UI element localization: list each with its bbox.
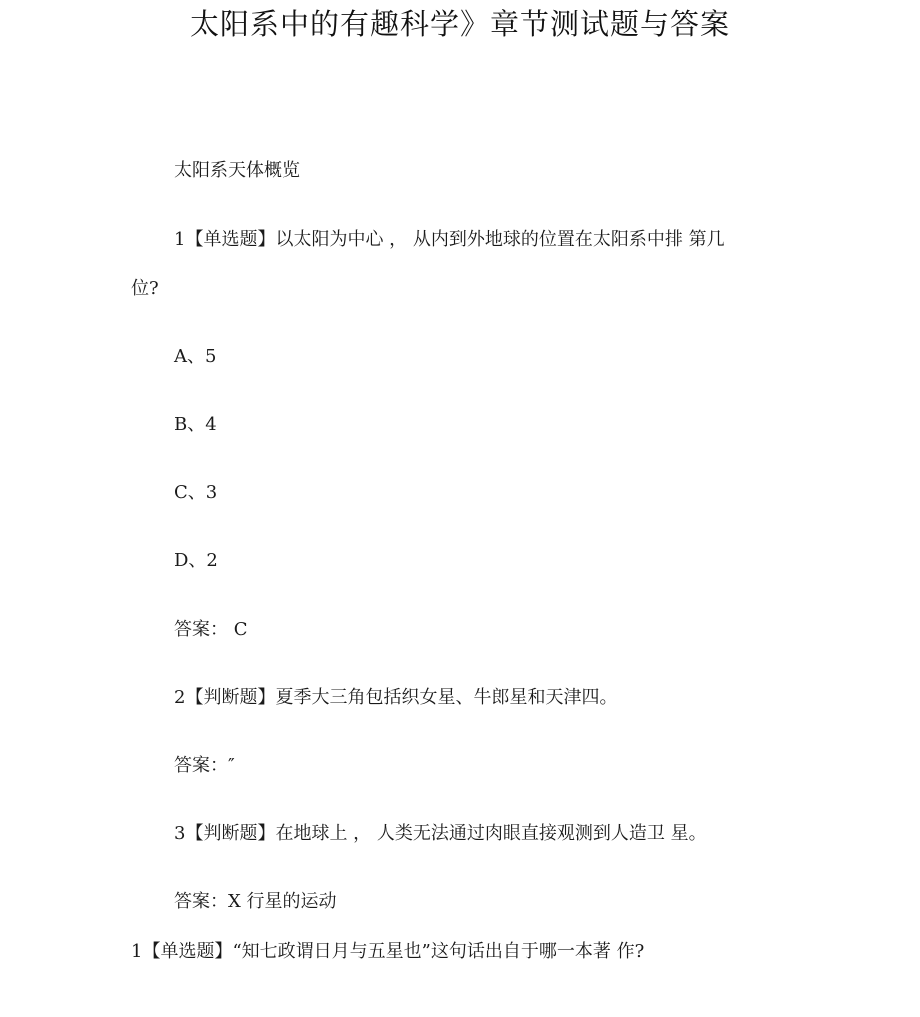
question-4-stem: 1【单选题】“知七政谓日月与五星也”这句话出自于哪一本著 作? [131,941,645,962]
question-1-answer: 答案： C [174,619,248,640]
section-heading: 太阳系天体概览 [174,160,300,181]
document-title: 太阳系中的有趣科学》章节测试题与答案 [189,7,730,41]
question-3-stem: 3【判断题】在地球上 ， 人类无法通过肉眼直接观测到人造卫 星。 [174,823,707,844]
question-1-option-b: B、4 [174,414,217,435]
question-2-stem: 2【判断题】夏季大三角包括织女星、牛郎星和天津四。 [174,687,618,708]
question-2-answer: 答案：″ [174,755,235,776]
question-1-option-c: C、3 [174,482,218,503]
question-1-stem: 1【单选题】以太阳为中心 ， 从内到外地球的位置在太阳系中排 第几 [174,229,725,250]
question-3-answer: 答案：X 行星的运动 [174,891,337,912]
question-1-option-d: D、2 [174,550,218,571]
question-1-option-a: A、5 [174,346,217,367]
question-1-stem-continuation: 位? [131,278,159,299]
